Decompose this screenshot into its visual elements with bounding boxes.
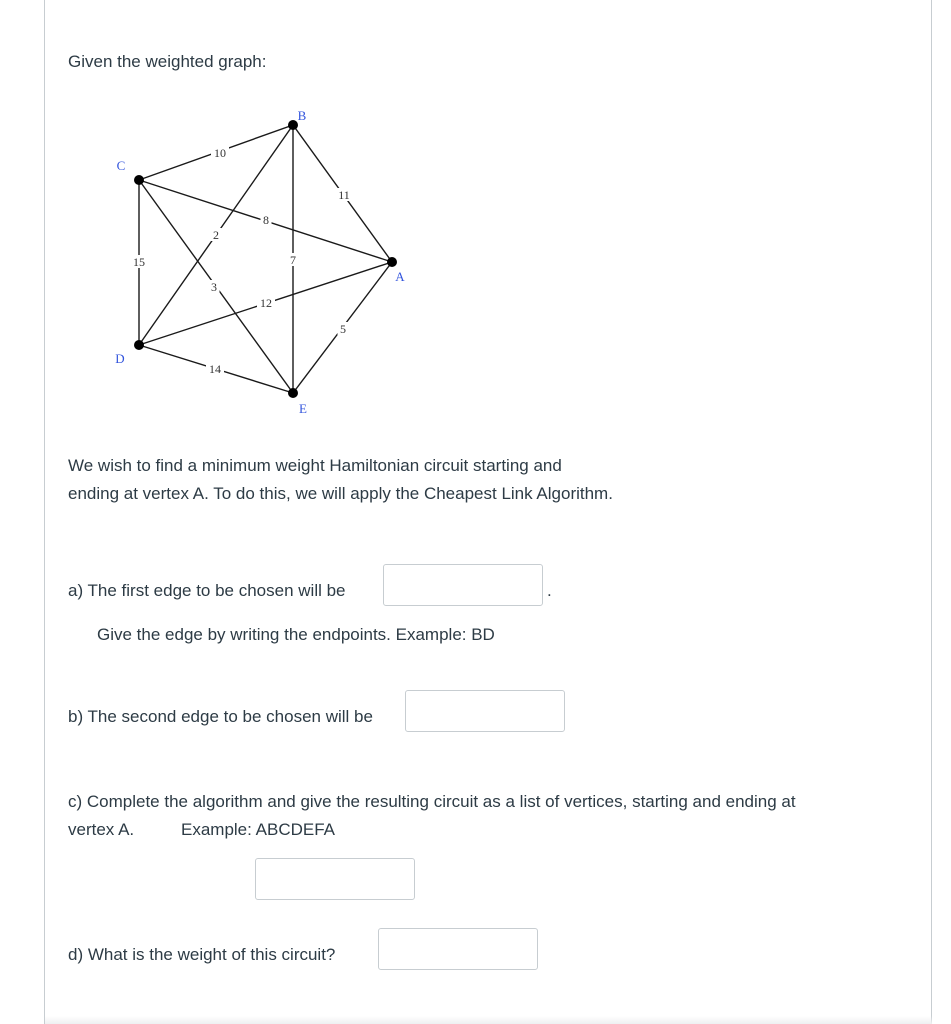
vertex-label-B: B: [297, 108, 307, 123]
vertex-B: [288, 120, 298, 130]
question-c-text-2: vertex A.: [68, 820, 135, 839]
weight-label-CE: 3: [211, 280, 217, 294]
question-a-hint: Give the edge by writing the endpoints. Example: BD: [97, 625, 495, 644]
question-a-text: a) The first edge to be chosen will be: [68, 581, 346, 600]
weight-label-CD: 15: [133, 255, 145, 269]
question-b-text: b) The second edge to be chosen will be: [68, 707, 373, 726]
description-line-1: We wish to find a minimum weight Hamiltonian circuit starting and: [68, 456, 562, 475]
weighted-graph: [100, 100, 440, 420]
vertex-A: [387, 257, 397, 267]
vertex-E: [288, 388, 298, 398]
bottom-edge-shadow: [45, 1016, 932, 1024]
weight-label-BA: 11: [338, 188, 350, 202]
question-c-text: c) Complete the algorithm and give the resulting circuit as a list of vertices, starting and ending at: [68, 792, 796, 811]
weight-label-CB: 10: [214, 146, 226, 160]
answer-c-input[interactable]: [255, 858, 415, 900]
weight-label-BD: 2: [213, 228, 219, 242]
vertex-label-D: D: [115, 351, 125, 366]
question-a-period: .: [547, 581, 552, 600]
question-d-text: d) What is the weight of this circuit?: [68, 945, 336, 964]
weight-label-BE: 7: [290, 253, 296, 267]
question-c-example: Example: ABCDEFA: [181, 820, 336, 839]
intro-text: Given the weighted graph:: [68, 52, 267, 71]
vertex-C: [134, 175, 144, 185]
weight-label-DE: 14: [209, 362, 221, 376]
weight-label-CA: 8: [263, 213, 269, 227]
answer-d-input[interactable]: [378, 928, 538, 970]
weight-label-DA: 12: [260, 296, 272, 310]
vertex-label-E: E: [299, 401, 307, 416]
weight-label-AE: 5: [340, 322, 346, 336]
answer-b-input[interactable]: [405, 690, 565, 732]
description-line-2: ending at vertex A. To do this, we will apply the Cheapest Link Algorithm.: [68, 484, 613, 503]
vertex-label-C: C: [116, 158, 126, 173]
vertex-D: [134, 340, 144, 350]
answer-a-input[interactable]: [383, 564, 543, 606]
vertex-label-A: A: [395, 269, 405, 284]
